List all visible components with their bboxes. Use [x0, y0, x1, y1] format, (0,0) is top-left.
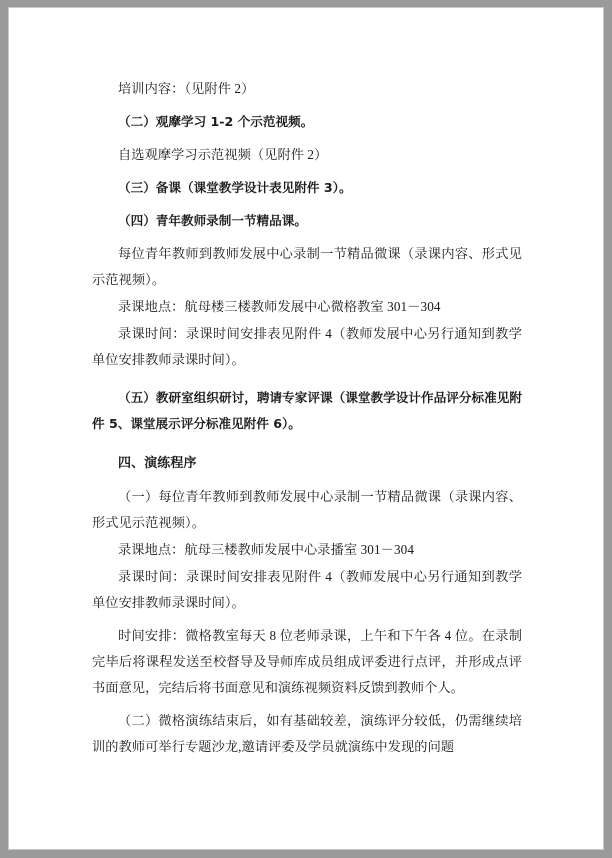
- paragraph-section-three-heading: （三）备课（课堂教学设计表见附件 3）。: [118, 180, 352, 195]
- paragraph-self-study-video: 自选观摩学习示范视频（见附件 2）: [118, 147, 328, 162]
- paragraph-recording-location: 录课地点：航母楼三楼教师发展中心微格教室 301－304: [118, 299, 441, 314]
- paragraph-schedule-arrangement: 时间安排：微格教室每天 8 位老师录课，上午和下午各 4 位。在录制完毕后将课程发送至校督导及导师库成员组成评委进行点评，并形成点评书面意见，完结后将书面意见和演练视频资料反馈到教师个人。: [92, 628, 522, 695]
- paragraph-section-five-heading: （五）教研室组织研讨，聘请专家评课（课堂教学设计作品评分标准见附件 5、课堂展示评分标准见附件 6）。: [92, 390, 522, 431]
- document-page: [8, 7, 604, 850]
- paragraph-procedure-one: （一）每位青年教师到教师发展中心录制一节精品微课（录课内容、形式见示范视频）。: [92, 489, 522, 530]
- heading-section-four: 四、演练程序: [118, 456, 197, 471]
- paragraph-procedure-two: （二）微格演练结束后，如有基础较差，演练评分较低，仍需继续培训的教师可举行专题沙龙,邀请评委及学员就演练中发现的问题: [92, 713, 522, 754]
- paragraph-procedure-time: 录课时间：录课时间安排表见附件 4（教师发展中心另行通知到教学单位安排教师录课时间）。: [92, 569, 522, 610]
- document-body: [92, 76, 522, 761]
- paragraph-recording-description: 每位青年教师到教师发展中心录制一节精品微课（录课内容、形式见示范视频）。: [92, 246, 522, 287]
- paragraph-training-content: 培训内容：（见附件 2）: [118, 81, 255, 96]
- paragraph-recording-time: 录课时间：录课时间安排表见附件 4（教师发展中心另行通知到教学单位安排教师录课时间）。: [92, 326, 522, 367]
- paragraph-section-four-heading: （四）青年教师录制一节精品课。: [118, 213, 307, 228]
- paragraph-section-two-heading: （二）观摩学习 1-2 个示范视频。: [118, 114, 314, 129]
- paragraph-procedure-location: 录课地点：航母三楼教师发展中心录播室 301－304: [118, 542, 415, 557]
